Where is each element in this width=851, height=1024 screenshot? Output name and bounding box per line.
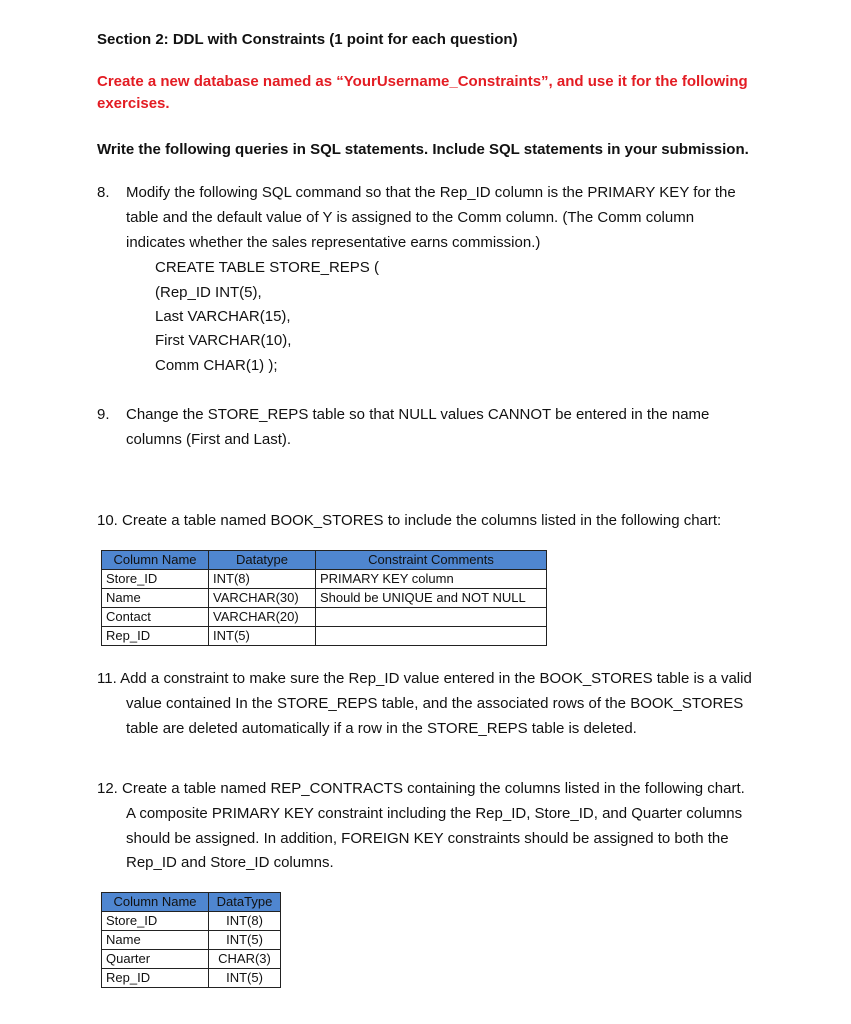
q12-line-3: should be assigned. In addition, FOREIGN KEY constraints should be assigned to both the — [126, 830, 729, 847]
table-header-row — [102, 893, 281, 912]
table-cell: INT(5) — [209, 627, 316, 646]
table-cell: Should be UNIQUE and NOT NULL — [316, 589, 547, 608]
table-row — [102, 570, 547, 589]
table-header-cell: Datatype — [209, 551, 316, 570]
q8-code-line-4: First VARCHAR(10), — [155, 332, 292, 349]
table-cell: Quarter — [102, 950, 209, 969]
table-cell: INT(5) — [209, 969, 281, 988]
q12-line-2: A composite PRIMARY KEY constraint including the Rep_ID, Store_ID, and Quarter columns — [126, 805, 743, 822]
table-cell: VARCHAR(20) — [209, 608, 316, 627]
q8-code-line-2: (Rep_ID INT(5), — [155, 284, 262, 301]
table-row — [102, 589, 547, 608]
q8-code-line-3: Last VARCHAR(15), — [155, 308, 291, 325]
table-cell: Rep_ID — [102, 969, 209, 988]
q9-line-2: columns (First and Last). — [126, 431, 292, 448]
table-cell — [316, 608, 547, 627]
q11-line-3: table are deleted automatically if a row in the STORE_REPS table is deleted. — [126, 720, 637, 737]
table-cell: CHAR(3) — [209, 950, 281, 969]
table-cell: Store_ID — [102, 912, 209, 931]
q8-code-line-1: CREATE TABLE STORE_REPS ( — [155, 259, 379, 276]
table-cell: INT(5) — [209, 931, 281, 950]
q11-line-1: 11. Add a constraint to make sure the Rep_ID value entered in the BOOK_STORES table is a valid — [97, 670, 752, 687]
q8-line-3: indicates whether the sales representative earns commission.) — [126, 234, 541, 251]
table-row — [102, 969, 281, 988]
q8-line-2: table and the default value of Y is assigned to the Comm column. (The Comm column — [126, 209, 695, 226]
table-cell: Name — [102, 931, 209, 950]
q8-number: 8. — [97, 184, 110, 201]
q9-number: 9. — [97, 406, 110, 423]
table-cell: Store_ID — [102, 570, 209, 589]
q11-line-2: value contained In the STORE_REPS table, and the associated rows of the BOOK_STORES — [126, 695, 744, 712]
table-row — [102, 950, 281, 969]
q10-text: 10. Create a table named BOOK_STORES to include the columns listed in the following chart: — [97, 512, 722, 529]
rep-contracts-table — [101, 892, 281, 988]
q8-line-1: Modify the following SQL command so that the Rep_ID column is the PRIMARY KEY for the — [126, 184, 736, 201]
book-stores-table — [101, 550, 547, 646]
table-row — [102, 912, 281, 931]
q9-line-1: Change the STORE_REPS table so that NULL values CANNOT be entered in the name — [126, 406, 710, 423]
table-row — [102, 627, 547, 646]
table-cell: INT(8) — [209, 570, 316, 589]
table-row — [102, 931, 281, 950]
table-row — [102, 608, 547, 627]
red-instruction-line-2: exercises. — [97, 95, 170, 112]
section-title: Section 2: DDL with Constraints (1 point for each question) — [97, 31, 518, 48]
table-header-row — [102, 551, 547, 570]
q12-line-4: Rep_ID and Store_ID columns. — [126, 854, 334, 871]
table-header-cell: DataType — [209, 893, 281, 912]
table-cell: INT(8) — [209, 912, 281, 931]
table-cell: VARCHAR(30) — [209, 589, 316, 608]
table-cell: PRIMARY KEY column — [316, 570, 547, 589]
table-cell: Name — [102, 589, 209, 608]
table-header-cell: Constraint Comments — [316, 551, 547, 570]
q12-line-1: 12. Create a table named REP_CONTRACTS containing the columns listed in the following chart. — [97, 780, 745, 797]
table-cell — [316, 627, 547, 646]
table-cell: Contact — [102, 608, 209, 627]
q8-code-line-5: Comm CHAR(1) ); — [155, 357, 278, 374]
table-header-cell: Column Name — [102, 551, 209, 570]
table-cell: Rep_ID — [102, 627, 209, 646]
table-header-cell: Column Name — [102, 893, 209, 912]
write-instruction: Write the following queries in SQL statements. Include SQL statements in your submission. — [97, 141, 749, 158]
red-instruction-line-1: Create a new database named as “YourUsername_Constraints”, and use it for the following — [97, 73, 748, 90]
